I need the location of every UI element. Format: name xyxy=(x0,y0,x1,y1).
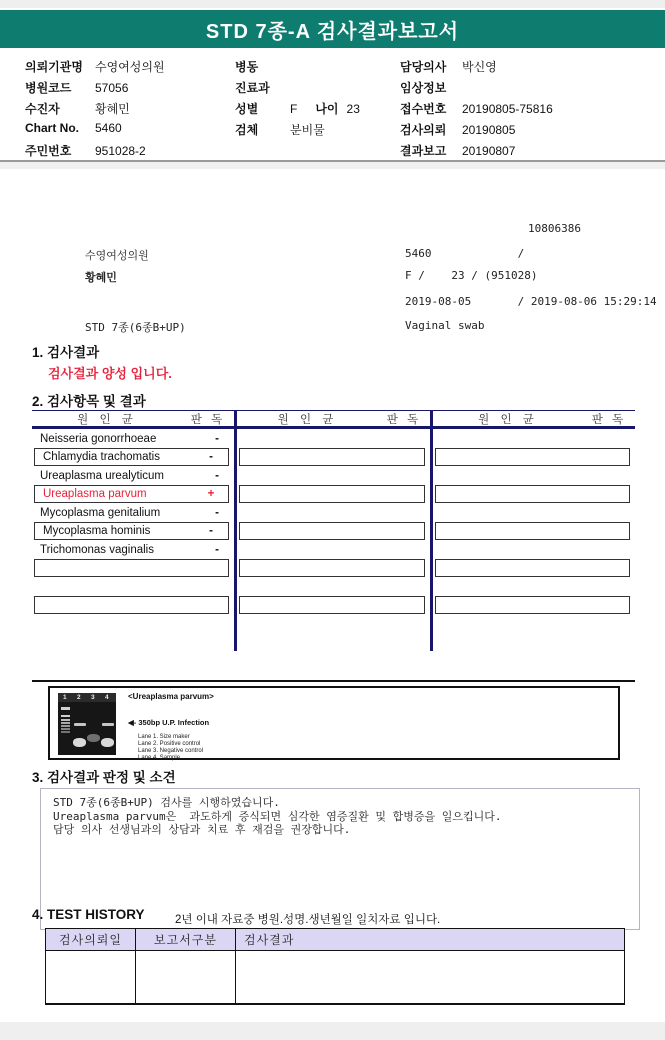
reading-value: - xyxy=(209,525,213,537)
reading-value: - xyxy=(215,432,219,445)
table-row xyxy=(34,522,229,540)
gel-blob-lane2 xyxy=(73,738,86,747)
table-row xyxy=(32,429,234,448)
field-label: 담당의사 xyxy=(400,60,447,74)
info-row xyxy=(235,58,290,79)
reading-value: - xyxy=(215,543,219,556)
info-row xyxy=(25,121,122,142)
gel-electrophoresis-image xyxy=(58,693,116,755)
section2-heading: 2. 검사항목 및 결과 xyxy=(32,394,146,409)
gel-ladder-band xyxy=(61,728,70,730)
pathogen-name: Ureaplasma urealyticum xyxy=(40,469,164,482)
table-row xyxy=(32,503,234,522)
lane-number: 3 xyxy=(91,694,95,701)
figure-title: <Ureaplasma parvum> xyxy=(128,692,214,701)
reading-column-header: 판 독 xyxy=(386,413,422,426)
table-row xyxy=(34,448,229,466)
field-label: 결과보고 xyxy=(400,144,447,158)
gel-ladder-band xyxy=(61,715,70,717)
table-header xyxy=(433,411,635,429)
info-row xyxy=(235,79,290,100)
pathogen-name: Mycoplasma hominis xyxy=(43,525,151,537)
comment-line: 담당 의사 선생님과의 상담과 치료 후 재검을 권장합니다. xyxy=(53,823,351,836)
table-header xyxy=(237,411,430,429)
table-header xyxy=(32,411,234,429)
patient-name: 황혜민 xyxy=(85,271,117,284)
info-row xyxy=(235,100,360,121)
gel-ladder-band xyxy=(61,719,70,721)
history-column-header: 검사결과 xyxy=(236,929,625,951)
section4-heading: 4. TEST HISTORY xyxy=(32,907,145,922)
history-column-header: 검사의뢰일 xyxy=(46,929,136,951)
gel-figure-box xyxy=(48,686,620,760)
bottom-gray-strip xyxy=(0,1022,665,1040)
comment-line: STD 7종(6종B+UP) 검사를 시행하였습니다. xyxy=(53,796,280,809)
table-row-gap xyxy=(433,466,635,485)
field-label: 성별 xyxy=(235,102,259,116)
field-label: 임상정보 xyxy=(400,81,447,95)
table-row-empty xyxy=(34,596,229,614)
table-row-gap xyxy=(433,577,635,596)
field-value: 20190807 xyxy=(462,144,516,158)
pathogen-name: Chlamydia trachomatis xyxy=(43,451,160,463)
history-column-header: 보고서구분 xyxy=(136,929,236,951)
reading-column-header: 판 독 xyxy=(190,413,226,426)
table-row-gap xyxy=(237,466,430,485)
field-label: 수진자 xyxy=(25,102,60,116)
band-annotation: ◀- 350bp U.P. Infection xyxy=(128,718,210,727)
section3-heading: 3. 검사결과 판정 및 소견 xyxy=(32,770,176,785)
gel-blob-lane4 xyxy=(101,738,114,747)
lane-legend-item: Lane 4. Sample xyxy=(138,755,181,761)
gel-ladder-band xyxy=(61,722,70,724)
pathogen-name: Mycoplasma genitalium xyxy=(40,506,161,519)
table-row-empty xyxy=(435,485,630,503)
field-label: Chart No. xyxy=(25,121,79,135)
table-row-positive xyxy=(34,485,229,503)
field-label: 의뢰기관명 xyxy=(25,60,83,74)
field-label: 나이 xyxy=(315,102,339,116)
pathogen-table-group-2 xyxy=(237,410,433,651)
gel-ladder-band xyxy=(61,725,70,727)
gel-ladder-band xyxy=(61,707,70,710)
pathogen-column-header: 원 인 균 xyxy=(277,413,338,426)
lane-legend-item: Lane 3. Negative control xyxy=(138,748,204,754)
hospital-name: 수영여성의원 xyxy=(85,249,149,262)
pathogen-name: Trichomonas vaginalis xyxy=(40,543,154,556)
table-row-gap xyxy=(433,429,635,448)
table-row-empty xyxy=(239,522,425,540)
chart-number-line: 5460 / xyxy=(405,247,525,260)
info-row xyxy=(25,79,128,100)
history-header-row xyxy=(46,929,625,951)
reading-value: - xyxy=(215,469,219,482)
serial-number: 10806386 xyxy=(528,222,581,235)
field-label: 주민번호 xyxy=(25,144,72,158)
table-row-gap xyxy=(433,503,635,522)
table-row-empty xyxy=(239,559,425,577)
table-row-gap xyxy=(237,429,430,448)
reading-column-header: 판 독 xyxy=(591,413,627,426)
gel-band-lane2 xyxy=(74,723,86,726)
field-value: 수영여성의원 xyxy=(95,60,165,74)
field-value: F xyxy=(290,102,298,116)
field-label: 병원코드 xyxy=(25,81,72,95)
reading-value: - xyxy=(215,506,219,519)
info-row xyxy=(235,121,325,142)
field-value: 23 xyxy=(346,102,360,116)
table-row-empty xyxy=(435,559,630,577)
pathogen-column-header: 원 인 균 xyxy=(77,413,137,426)
table-row xyxy=(32,466,234,485)
history-cell xyxy=(136,951,236,1004)
table-row-gap xyxy=(433,540,635,559)
table-row-empty xyxy=(34,559,229,577)
table-row-empty xyxy=(239,596,425,614)
gel-blob-lane3 xyxy=(87,734,100,742)
comment-line: Ureaplasma parvum은 과도하게 증식되면 심각한 염증질환 및 합병증을 일으킵니다. xyxy=(53,809,502,823)
pathogen-table-group-1 xyxy=(32,410,237,651)
table-row-empty xyxy=(239,448,425,466)
test-name: STD 7종(6종B+UP) xyxy=(85,321,186,334)
reading-value: + xyxy=(207,488,215,500)
field-value: 951028-2 xyxy=(95,144,146,158)
field-value: 박신영 xyxy=(462,60,497,74)
gel-figure-captions xyxy=(128,692,214,761)
history-cell xyxy=(46,951,136,1004)
field-label: 검사의뢰 xyxy=(400,123,447,137)
field-value: 5460 xyxy=(95,121,122,135)
sex-age-birth: F / 23 / (951028) xyxy=(405,269,538,282)
table-row-empty xyxy=(435,522,630,540)
info-row xyxy=(400,79,462,100)
info-row xyxy=(400,100,553,121)
pathogen-name: Ureaplasma parvum xyxy=(43,488,147,500)
field-value: 황혜민 xyxy=(95,102,130,116)
lane-legend-item: Lane 1. Size maker xyxy=(138,734,190,740)
lane-legend xyxy=(138,734,203,762)
field-label: 검체 xyxy=(235,123,259,137)
page-title: STD 7종-A 검사결과보고서 xyxy=(205,20,460,43)
lane-legend-item: Lane 2. Positive control xyxy=(138,741,201,747)
section1-heading: 1. 검사결과 xyxy=(32,345,100,360)
lane-number: 2 xyxy=(77,694,81,701)
pathogen-name: Neisseria gonorrhoeae xyxy=(40,432,157,445)
horizontal-rule xyxy=(32,680,635,682)
history-empty-row xyxy=(46,951,625,1004)
field-value: 분비물 xyxy=(290,123,325,137)
pathogen-column-header: 원 인 균 xyxy=(478,413,538,426)
request-report-dates: 2019-08-05 / 2019-08-06 15:29:14 xyxy=(405,295,657,308)
section-divider xyxy=(0,160,665,169)
table-row xyxy=(32,540,234,559)
info-row xyxy=(25,58,165,79)
info-row xyxy=(400,58,497,79)
field-value: 57056 xyxy=(95,81,129,95)
table-row-empty xyxy=(435,596,630,614)
overall-result-text: 검사결과 양성 입니다. xyxy=(48,366,172,381)
table-row-gap xyxy=(237,503,430,522)
title-banner xyxy=(0,10,665,48)
top-gray-strip xyxy=(0,0,665,8)
field-label: 접수번호 xyxy=(400,102,447,116)
lane-number: 4 xyxy=(105,694,109,701)
history-cell xyxy=(236,951,625,1004)
reading-value: - xyxy=(209,451,213,463)
history-note: 2년 이내 자료중 병원.성명.생년월일 일치자료 입니다. xyxy=(175,914,441,926)
patient-info-header xyxy=(0,58,665,162)
field-label: 진료과 xyxy=(235,81,270,95)
gel-band-lane4 xyxy=(102,723,114,726)
pathogen-table-group-3 xyxy=(433,410,635,651)
specimen-type: Vaginal swab xyxy=(405,319,485,332)
gel-ladder-band xyxy=(61,731,70,733)
table-row-gap xyxy=(32,577,234,596)
pathogen-results-table xyxy=(32,410,635,651)
test-history-table xyxy=(45,928,625,1005)
table-row-empty xyxy=(239,485,425,503)
lane-number: 1 xyxy=(63,694,67,701)
field-value: 20190805-75816 xyxy=(462,102,553,116)
field-label: 병동 xyxy=(235,60,259,74)
field-value: 20190805 xyxy=(462,123,516,137)
info-row xyxy=(400,121,515,142)
table-row-gap xyxy=(237,577,430,596)
table-row-gap xyxy=(237,540,430,559)
table-row-empty xyxy=(435,448,630,466)
info-row xyxy=(25,100,130,121)
